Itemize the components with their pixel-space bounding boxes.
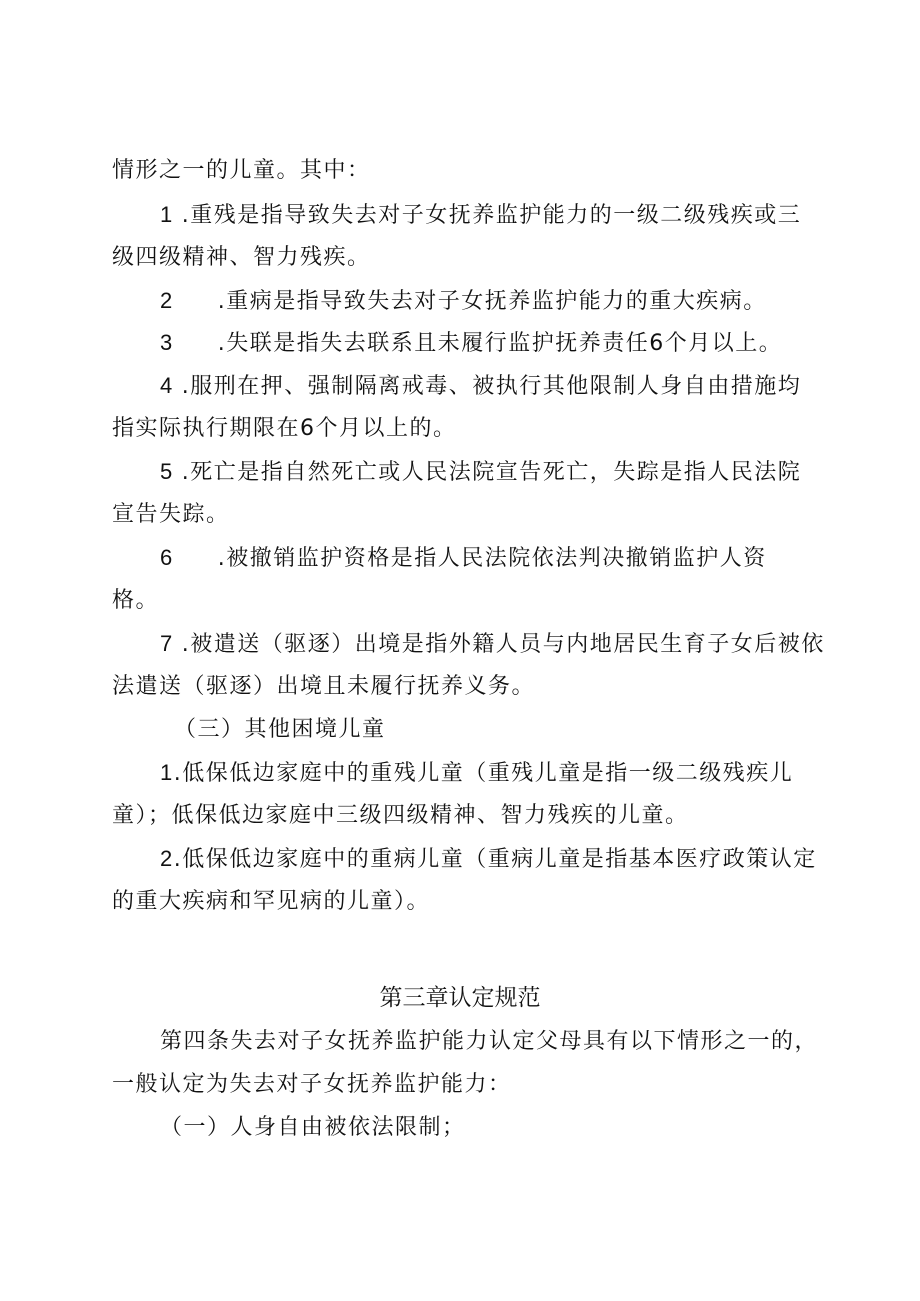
item-2-text: .重病是指导致失去对子女抚养监护能力的重大疾病。 xyxy=(217,289,767,314)
item-5-number: 5 xyxy=(160,459,174,484)
item-4-line-2: 指实际执行期限在6个月以上的。 xyxy=(112,416,457,441)
item-5-line-1 xyxy=(160,457,801,488)
item-5-line-2: 宣告失踪。 xyxy=(112,502,230,527)
other-item-2-text: .低保低边家庭中的重病儿童（重病儿童是指基本医疗政策认定 xyxy=(173,847,817,872)
item-1-text: .重残是指导致失去对子女抚养监护能力的一级二级残疾或三 xyxy=(181,203,802,228)
item-7-number: 7 xyxy=(160,631,174,656)
item-6-line-2: 格。 xyxy=(112,588,160,613)
item-2-number: 2 xyxy=(160,288,174,313)
other-item-2-line-2: 的重大疾病和罕见病的儿童）。 xyxy=(112,889,431,914)
item-4-line-1 xyxy=(160,371,801,402)
item-3-number: 3 xyxy=(160,330,174,355)
other-item-2-number: 2 xyxy=(160,846,174,871)
item-3-line-1 xyxy=(160,328,782,359)
other-item-1-line-1 xyxy=(160,758,793,789)
other-item-1-number: 1 xyxy=(160,760,174,785)
item-7-line-2: 法遣送（驱逐）出境且未履行抚养义务。 xyxy=(112,674,536,699)
article-four-item-1: （一）人身自由被依法限制； xyxy=(160,1115,466,1140)
item-5-text: .死亡是指自然死亡或人民法院宣告死亡，失踪是指人民法院 xyxy=(181,460,802,485)
other-item-2-line-1 xyxy=(160,844,817,875)
item-7-line-1 xyxy=(160,629,825,660)
item-6-line-1 xyxy=(160,543,767,574)
other-item-1-line-2: 童）；低保低边家庭中三级四级精神、智力残疾的儿童。 xyxy=(112,803,689,828)
item-1-line-1 xyxy=(160,200,801,231)
section-three-heading: （三）其他困境儿童 xyxy=(174,717,386,742)
other-item-1-text: .低保低边家庭中的重残儿童（重残儿童是指一级二级残疾儿 xyxy=(173,761,794,786)
chapter-title: 第三章认定规范 xyxy=(379,985,541,1011)
item-7-text: .被遣送（驱逐）出境是指外籍人员与内地居民生育子女后被依 xyxy=(181,632,825,657)
item-4-number: 4 xyxy=(160,373,174,398)
item-4-text: .服刑在押、强制隔离戒毒、被执行其他限制人身自由措施均 xyxy=(181,374,802,399)
item-1-number: 1 xyxy=(160,202,174,227)
intro-line: 情形之一的儿童。其中： xyxy=(112,158,371,183)
item-2-line-1 xyxy=(160,286,767,317)
item-6-number: 6 xyxy=(160,545,174,570)
item-1-line-2: 级四级精神、智力残疾。 xyxy=(112,245,371,270)
article-four-line-2: 一般认定为失去对子女抚养监护能力： xyxy=(112,1072,512,1097)
article-four-line-1: 第四条失去对子女抚养监护能力认定父母具有以下情形之一的， xyxy=(160,1029,819,1054)
item-6-text: .被撤销监护资格是指人民法院依法判决撤销监护人资 xyxy=(217,546,767,571)
item-3-text: .失联是指失去联系且未履行监护抚养责任6个月以上。 xyxy=(217,331,783,356)
